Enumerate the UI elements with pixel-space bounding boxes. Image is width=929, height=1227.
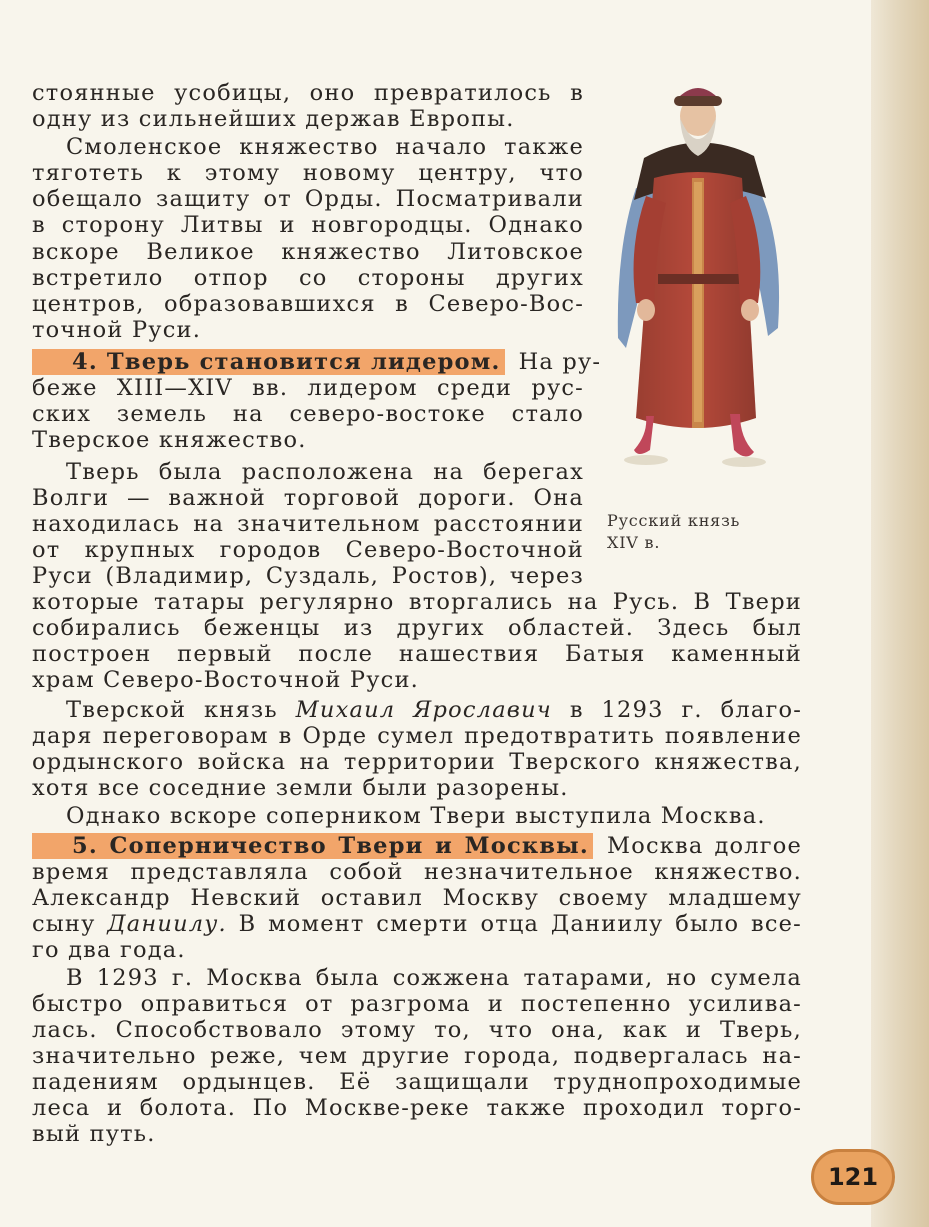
text-line: тяготеть к этому новому центру, что bbox=[32, 160, 584, 186]
text-line: го два года. bbox=[32, 937, 186, 963]
text-line: Волги — важной торговой дороги. Она bbox=[32, 485, 584, 511]
text-fragment: Тверской князь bbox=[66, 697, 278, 723]
text-line: Руси (Владимир, Суздаль, Ростов), через bbox=[32, 563, 584, 589]
text-line bbox=[32, 911, 802, 938]
text-line: время представляла собой незначительное княжество. bbox=[32, 859, 802, 885]
text-line: быстро оправиться от разгрома и постепенно усилива- bbox=[32, 991, 802, 1017]
text-line: находилась на значительном расстоянии bbox=[32, 511, 584, 537]
text-line: собирались беженцы из других областей. Здесь был bbox=[32, 615, 802, 641]
text-line: одну из сильнейших держав Европы. bbox=[32, 106, 515, 132]
text-line: хотя все соседние земли были разорены. bbox=[32, 775, 569, 801]
text-line: от крупных городов Северо-Восточной bbox=[32, 537, 584, 563]
text-line: в сторону Литвы и новгородцы. Однако bbox=[32, 212, 584, 238]
text-line: леса и болота. По Москве-реке также проходил торго- bbox=[32, 1095, 802, 1121]
prince-illustration bbox=[606, 78, 791, 473]
text-fragment: В момент смерти отца Даниилу было все- bbox=[238, 911, 802, 937]
section-4-line bbox=[32, 349, 602, 376]
page-edge bbox=[871, 0, 929, 1227]
caption-line: XIV в. bbox=[607, 533, 661, 552]
page-number-badge: 121 bbox=[811, 1149, 895, 1205]
text-line: Тверское княжество. bbox=[32, 427, 307, 453]
text-line: Александр Невский оставил Москву своему младшему bbox=[32, 885, 802, 911]
text-line: обещало защиту от Орды. Посматривали bbox=[32, 186, 584, 212]
text-fragment: На ру- bbox=[518, 349, 602, 375]
text-line: стоянные усобицы, оно превратилось в bbox=[32, 80, 584, 106]
text-line: ских земель на северо-востоке стало bbox=[32, 401, 584, 427]
section-5-line bbox=[32, 833, 802, 860]
text-line: храм Северо-Восточной Руси. bbox=[32, 667, 419, 693]
text-line: лась. Способствовало этому то, что она, как и Тверь, bbox=[32, 1017, 802, 1043]
text-fragment: Москва долгое bbox=[606, 833, 802, 859]
text-line: точной Руси. bbox=[32, 317, 202, 343]
text-line: вый путь. bbox=[32, 1121, 156, 1147]
text-line: которые татары регулярно вторгались на Русь. В Твери bbox=[32, 589, 802, 615]
text-line: Однако вскоре соперником Твери выступила Москва. bbox=[66, 803, 766, 829]
text-line: беже XIII—XIV вв. лидером среди рус- bbox=[32, 375, 584, 401]
text-fragment: сыну bbox=[32, 911, 96, 937]
text-line: центров, образовавшихся в Северо-Вос- bbox=[32, 291, 584, 317]
text-line: В 1293 г. Москва была сожжена татарами, но сумела bbox=[66, 965, 802, 991]
figure-caption bbox=[607, 510, 740, 554]
text-line bbox=[32, 697, 802, 724]
text-line: построен первый после нашествия Батыя каменный bbox=[32, 641, 802, 667]
text-line: даря переговорам в Орде сумел предотвратить появление bbox=[32, 723, 802, 749]
caption-line: Русский князь bbox=[607, 511, 741, 530]
person-name: Даниилу. bbox=[107, 911, 227, 937]
text-line: встретило отпор со стороны других bbox=[32, 265, 584, 291]
text-fragment: в 1293 г. благо- bbox=[569, 697, 803, 723]
text-line: вскоре Великое княжество Литовское bbox=[32, 239, 584, 265]
section-5-heading: 5. Соперничество Твери и Москвы. bbox=[32, 833, 593, 859]
person-name: Михаил Ярославич bbox=[295, 697, 552, 723]
text-line: ордынского войска на территории Тверского княжества, bbox=[32, 749, 802, 775]
text-line: Смоленское княжество начало также bbox=[66, 134, 584, 160]
text-line: Тверь была расположена на берегах bbox=[66, 459, 584, 485]
section-4-heading: 4. Тверь становится лидером. bbox=[32, 349, 505, 375]
text-line: значительно реже, чем другие города, подвергалась на- bbox=[32, 1043, 802, 1069]
text-line: падениям ордынцев. Её защищали труднопроходимые bbox=[32, 1069, 802, 1095]
